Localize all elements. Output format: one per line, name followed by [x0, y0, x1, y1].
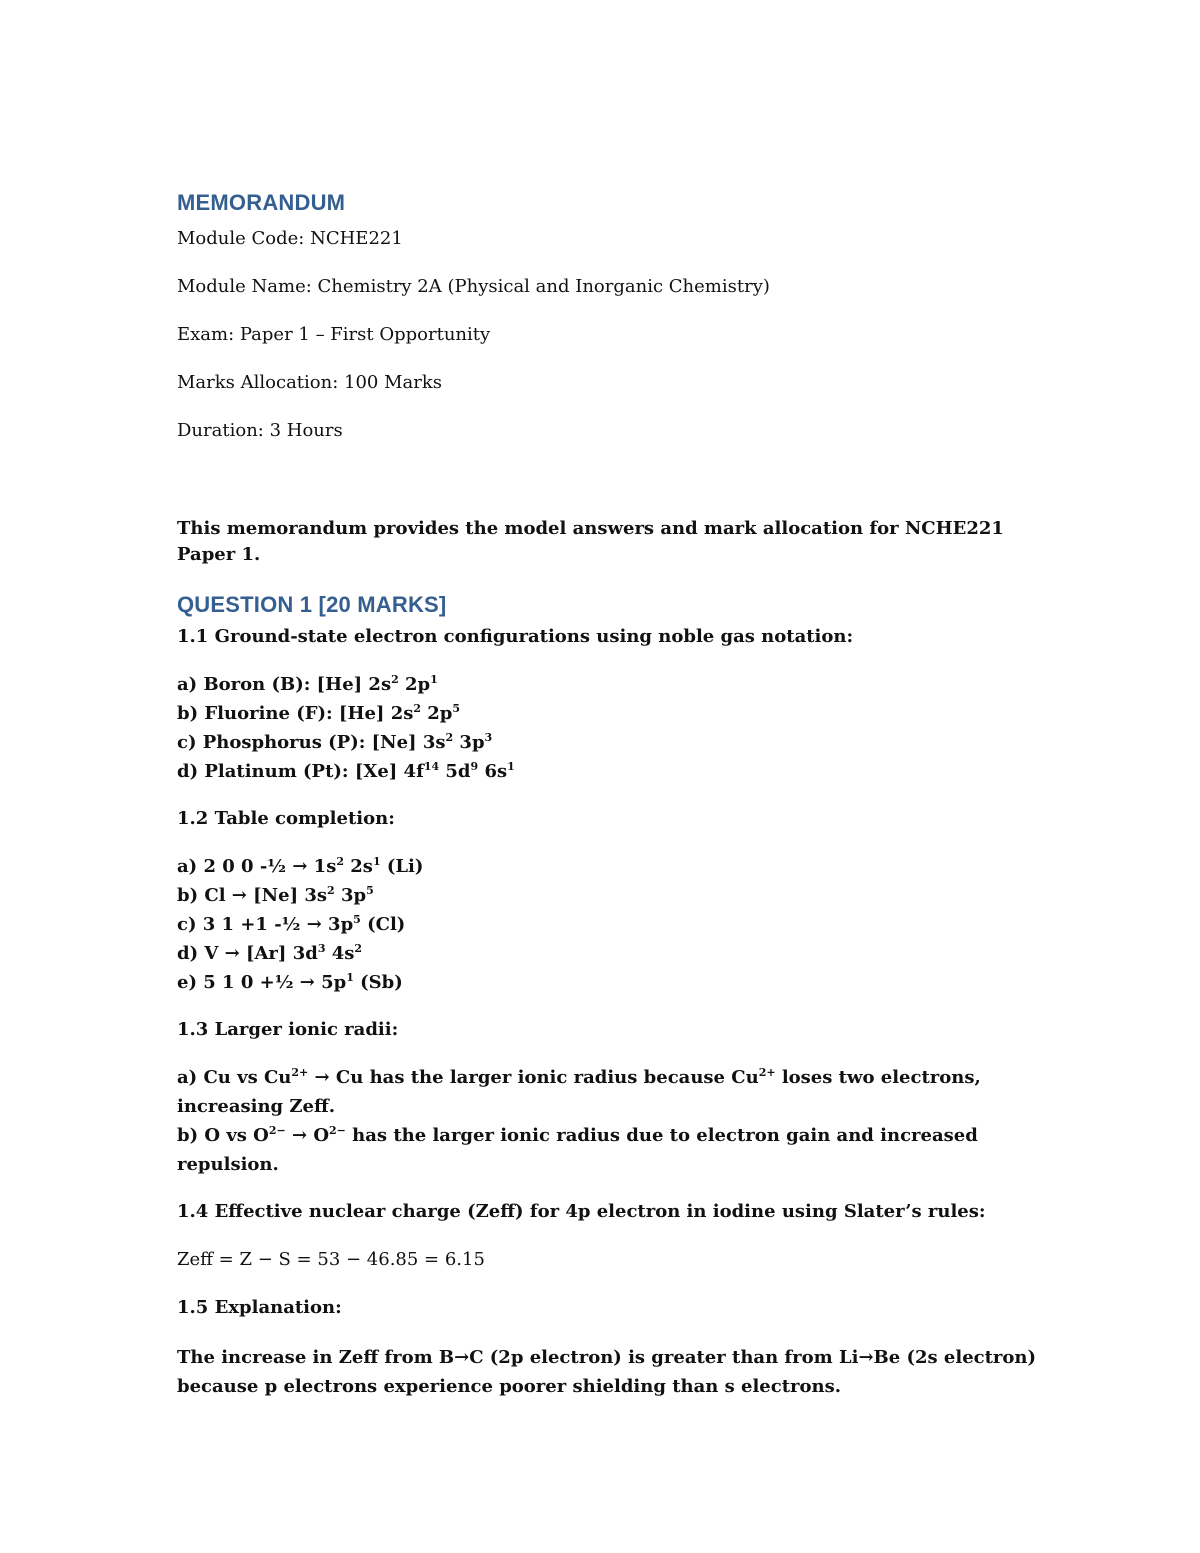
q1-1-title: 1.1 Ground-state electron configurations using noble gas notation: — [177, 626, 854, 647]
q1-1-c: c) Phosphorus (P): [Ne] $3s^2$ $3p^3$ — [177, 731, 493, 753]
marks-allocation: Marks Allocation: 100 Marks — [177, 372, 442, 393]
q1-1-a: a) Boron (B): [He] $2s^2$ $2p^1$ — [177, 673, 438, 695]
q1-1-b: b) Fluorine (F): [He] $2s^2$ $2p^5$ — [177, 702, 461, 724]
duration: Duration: 3 Hours — [177, 420, 343, 441]
q1-1-d: d) Platinum (Pt): [Xe] $4f^{14}$ $5d^9$ $6s^1$ — [177, 760, 515, 782]
document-title: MEMORANDUM — [177, 190, 346, 215]
q1-3-a: a) Cu vs $Cu^{2+} \to Cu$ has the larger ionic radius because $Cu^{2+}$ loses two electrons, increasing Zeff. — [177, 1066, 981, 1117]
q1-5-text: The increase in Zeff from B→C (2p electron) is greater than from Li→Be (2s electron) because p electrons experience poorer shielding than s electrons. — [177, 1347, 1037, 1397]
q1-2-e: e) 5 1 0 +½ → $5p^1$ (Sb) — [177, 971, 403, 993]
exam-info: Exam: Paper 1 – First Opportunity — [177, 324, 491, 345]
question-1-heading: QUESTION 1 [20 MARKS] — [177, 592, 447, 617]
module-name: Module Name: Chemistry 2A (Physical and Inorganic Chemistry) — [177, 276, 770, 297]
q1-2-c: c) 3 1 +1 -½ → $3p^5$ (Cl) — [177, 913, 406, 935]
q1-4-title: 1.4 Effective nuclear charge (Zeff) for 4p electron in iodine using Slater’s rules: — [177, 1201, 986, 1222]
q1-2-d: d) V → [Ar] $3d^3$ $4s^2$ — [177, 942, 363, 964]
intro-text: This memorandum provides the model answers and mark allocation for NCHE221 Paper 1. — [177, 518, 1004, 565]
memorandum-page — [177, 190, 1037, 1401]
q1-2-title: 1.2 Table completion: — [177, 808, 395, 829]
q1-3-title: 1.3 Larger ionic radii: — [177, 1019, 399, 1040]
q1-2-b: b) Cl → [Ne] $3s^2$ $3p^5$ — [177, 884, 374, 906]
q1-4-formula: Zeff = Z − S = 53 − 46.85 = 6.15 — [177, 1249, 485, 1270]
q1-5-title: 1.5 Explanation: — [177, 1297, 342, 1318]
module-code: Module Code: NCHE221 — [177, 228, 403, 249]
q1-3-b: b) O vs $O^{2-} \to O^{2-}$ has the larger ionic radius due to electron gain and increased repulsion. — [177, 1124, 978, 1175]
q1-2-a: a) 2 0 0 -½ → $1s^2$ $2s^1$ (Li) — [177, 855, 424, 877]
